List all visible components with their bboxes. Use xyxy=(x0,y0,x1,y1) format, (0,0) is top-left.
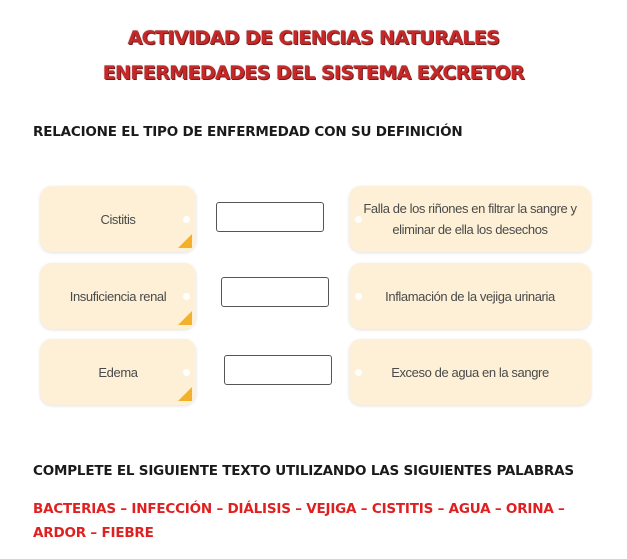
folded-corner-icon xyxy=(178,387,192,401)
disease-label: Edema xyxy=(98,364,138,380)
folded-corner-icon xyxy=(178,311,192,325)
definition-label: Falla de los riñones en filtrar la sangre y eliminar de ella los desechos xyxy=(363,201,577,237)
connector-dot-icon xyxy=(183,293,190,300)
connector-dot-icon xyxy=(355,369,362,376)
definition-label: Exceso de agua en la sangre xyxy=(391,364,549,380)
disease-label: Insuficiencia renal xyxy=(69,288,167,304)
folded-corner-icon xyxy=(178,234,192,248)
matching-instruction: RELACIONE EL TIPO DE ENFERMEDAD CON SU DEFINICIÓN xyxy=(33,124,463,140)
fill-in-instruction: COMPLETE EL SIGUIENTE TEXTO UTILIZANDO LAS SIGUIENTES PALABRAS xyxy=(33,463,574,479)
definition-card-3[interactable] xyxy=(349,339,591,405)
definition-card-2[interactable] xyxy=(349,263,591,329)
answer-input-2[interactable] xyxy=(221,277,329,307)
answer-input-3[interactable] xyxy=(224,355,332,385)
definition-label: Inflamación de la vejiga urinaria xyxy=(385,288,555,304)
definition-card-1[interactable] xyxy=(349,186,591,252)
page-title-line-2: ENFERMEDADES DEL SISTEMA EXCRETOR xyxy=(102,62,525,84)
connector-dot-icon xyxy=(183,369,190,376)
word-bank: BACTERIAS – INFECCIÓN – DIÁLISIS – VEJIGA – CISTITIS – AGUA – ORINA – ARDOR – FIEBRE xyxy=(33,501,565,541)
connector-dot-icon xyxy=(355,216,362,223)
disease-card-insuficiencia-renal[interactable] xyxy=(40,263,196,329)
page-title-line-1: ACTIVIDAD DE CIENCIAS NATURALES xyxy=(127,27,500,49)
connector-dot-icon xyxy=(183,216,190,223)
answer-input-1[interactable] xyxy=(216,202,324,232)
disease-label: Cistitis xyxy=(100,211,136,227)
disease-card-cistitis[interactable] xyxy=(40,186,196,252)
disease-card-edema[interactable] xyxy=(40,339,196,405)
connector-dot-icon xyxy=(355,293,362,300)
